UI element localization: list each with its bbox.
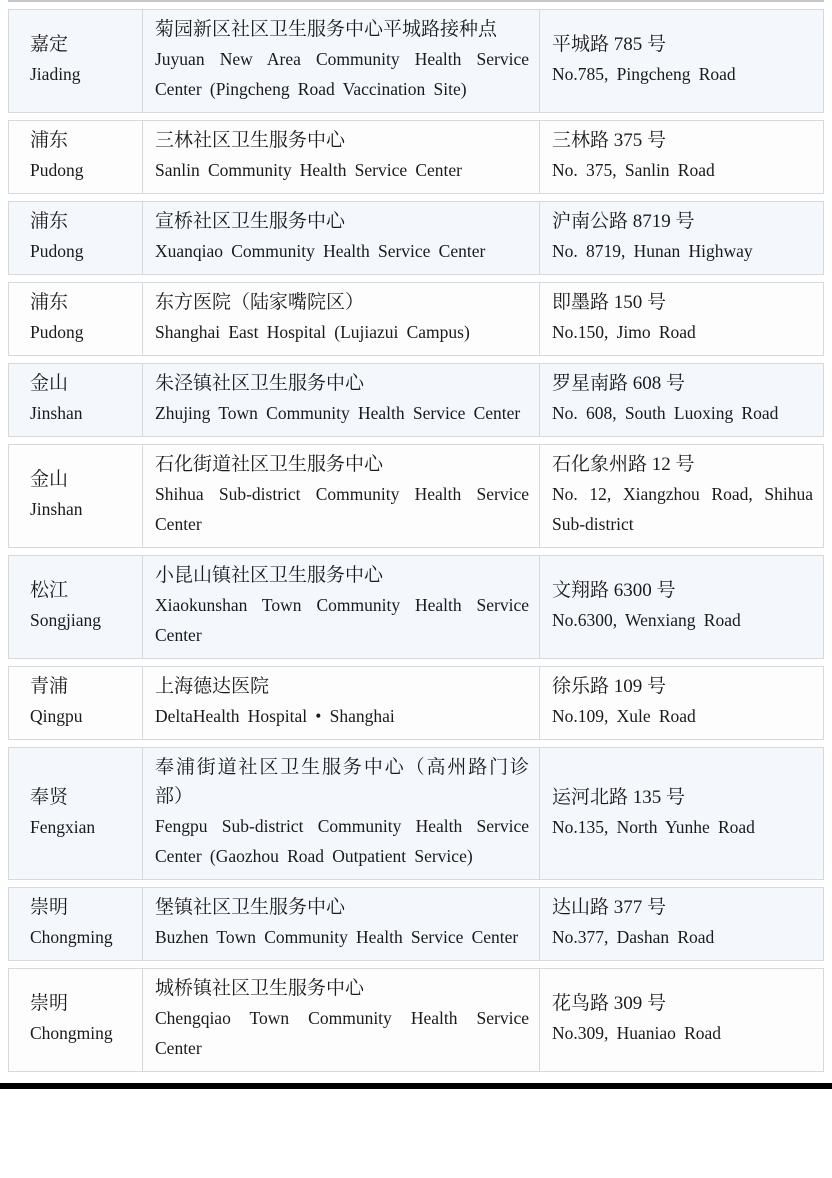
address-en: No.309, Huaniao Road bbox=[552, 1023, 722, 1043]
district-cell bbox=[8, 120, 143, 194]
site-name-en: Sanlin Community Health Service Center bbox=[155, 160, 463, 180]
table-row bbox=[8, 444, 824, 548]
table-row bbox=[8, 363, 824, 437]
district-cell bbox=[8, 747, 143, 880]
site-name-cell bbox=[143, 120, 540, 194]
address-cell bbox=[540, 555, 824, 659]
table-row bbox=[8, 887, 824, 961]
site-name-cell bbox=[143, 968, 540, 1072]
site-name-zh: 东方医院（陆家嘴院区） bbox=[155, 292, 365, 313]
table-row bbox=[8, 666, 824, 740]
district-name-en: Jiading bbox=[30, 64, 81, 84]
site-name-cell bbox=[143, 444, 540, 548]
district-name-zh: 崇明 bbox=[30, 993, 69, 1014]
bottom-black-divider-bar bbox=[0, 1083, 832, 1089]
district-name-zh: 嘉定 bbox=[30, 34, 69, 55]
site-name-en: Zhujing Town Community Health Service Center bbox=[155, 403, 521, 423]
site-name-en: Shanghai East Hospital (Lujiazui Campus) bbox=[155, 322, 470, 342]
district-name-en: Chongming bbox=[30, 1023, 113, 1043]
table-row bbox=[8, 747, 824, 880]
district-cell bbox=[8, 666, 143, 740]
site-name-zh: 石化街道社区卫生服务中心 bbox=[155, 454, 384, 475]
site-name-cell bbox=[143, 201, 540, 275]
site-name-en: Buzhen Town Community Health Service Center bbox=[155, 927, 519, 947]
site-name-cell bbox=[143, 9, 540, 113]
district-name-en: Songjiang bbox=[30, 610, 101, 630]
site-name-zh: 三林社区卫生服务中心 bbox=[155, 130, 346, 151]
address-zh: 三林路 375 号 bbox=[552, 130, 667, 151]
address-en: No. 375, Sanlin Road bbox=[552, 160, 715, 180]
address-cell bbox=[540, 747, 824, 880]
address-zh: 即墨路 150 号 bbox=[552, 292, 667, 313]
district-cell bbox=[8, 968, 143, 1072]
district-name-en: Pudong bbox=[30, 160, 84, 180]
site-name-zh: 堡镇社区卫生服务中心 bbox=[155, 897, 346, 918]
district-cell bbox=[8, 9, 143, 113]
address-zh: 达山路 377 号 bbox=[552, 897, 667, 918]
district-name-zh: 浦东 bbox=[30, 211, 69, 232]
site-name-en: Juyuan New Area Community Health Service Center (Pingcheng Road Vaccination Site) bbox=[155, 49, 529, 99]
site-name-zh: 朱泾镇社区卫生服务中心 bbox=[155, 373, 365, 394]
site-name-zh: 上海德达医院 bbox=[155, 676, 270, 697]
address-cell bbox=[540, 968, 824, 1072]
table-row bbox=[8, 120, 824, 194]
site-name-zh: 奉浦街道社区卫生服务中心（高州路门诊部） bbox=[155, 757, 529, 807]
address-en: No. 8719, Hunan Highway bbox=[552, 241, 753, 261]
site-name-zh: 小昆山镇社区卫生服务中心 bbox=[155, 565, 384, 586]
table-row bbox=[8, 201, 824, 275]
table-row bbox=[8, 555, 824, 659]
district-name-en: Jinshan bbox=[30, 403, 83, 423]
district-name-zh: 金山 bbox=[30, 469, 69, 490]
site-name-zh: 城桥镇社区卫生服务中心 bbox=[155, 978, 365, 999]
district-name-en: Chongming bbox=[30, 927, 113, 947]
district-cell bbox=[8, 282, 143, 356]
site-name-cell bbox=[143, 555, 540, 659]
address-zh: 文翔路 6300 号 bbox=[552, 580, 676, 601]
district-name-en: Qingpu bbox=[30, 706, 83, 726]
address-cell bbox=[540, 9, 824, 113]
address-en: No.109, Xule Road bbox=[552, 706, 696, 726]
site-name-zh: 菊园新区社区卫生服务中心平城路接种点 bbox=[155, 19, 498, 40]
site-name-en: Fengpu Sub-district Community Health Service Center (Gaozhou Road Outpatient Service) bbox=[155, 816, 529, 866]
address-en: No.6300, Wenxiang Road bbox=[552, 610, 741, 630]
address-zh: 沪南公路 8719 号 bbox=[552, 211, 695, 232]
address-en: No.150, Jimo Road bbox=[552, 322, 696, 342]
site-name-en: Xuanqiao Community Health Service Center bbox=[155, 241, 486, 261]
site-name-cell bbox=[143, 282, 540, 356]
address-cell bbox=[540, 363, 824, 437]
address-cell bbox=[540, 282, 824, 356]
address-cell bbox=[540, 120, 824, 194]
district-name-en: Pudong bbox=[30, 322, 84, 342]
table-row bbox=[8, 9, 824, 113]
site-name-cell bbox=[143, 363, 540, 437]
district-name-zh: 松江 bbox=[30, 580, 69, 601]
district-cell bbox=[8, 444, 143, 548]
site-name-en: Shihua Sub-district Community Health Service Center bbox=[155, 484, 529, 534]
district-name-zh: 浦东 bbox=[30, 130, 69, 151]
district-cell bbox=[8, 363, 143, 437]
address-en: No.785, Pingcheng Road bbox=[552, 64, 736, 84]
site-name-cell bbox=[143, 887, 540, 961]
site-name-en: Xiaokunshan Town Community Health Service Center bbox=[155, 595, 529, 645]
table-row bbox=[8, 282, 824, 356]
address-zh: 徐乐路 109 号 bbox=[552, 676, 667, 697]
district-cell bbox=[8, 555, 143, 659]
address-zh: 运河北路 135 号 bbox=[552, 786, 686, 808]
site-name-en: Chengqiao Town Community Health Service Center bbox=[155, 1008, 529, 1058]
district-name-en: Pudong bbox=[30, 241, 84, 261]
address-en: No.377, Dashan Road bbox=[552, 927, 715, 947]
district-name-zh: 金山 bbox=[30, 373, 69, 394]
district-name-en: Jinshan bbox=[30, 499, 83, 519]
district-name-zh: 崇明 bbox=[30, 897, 69, 918]
district-name-zh: 奉贤 bbox=[30, 786, 69, 808]
district-name-zh: 青浦 bbox=[30, 676, 69, 697]
address-en: No. 608, South Luoxing Road bbox=[552, 403, 779, 423]
address-zh: 花鸟路 309 号 bbox=[552, 993, 667, 1014]
vaccination-sites-table bbox=[8, 2, 824, 1079]
address-cell bbox=[540, 666, 824, 740]
site-name-cell bbox=[143, 747, 540, 880]
address-en: No. 12, Xiangzhou Road, Shihua Sub-district bbox=[552, 484, 813, 534]
address-zh: 罗星南路 608 号 bbox=[552, 373, 686, 394]
district-cell bbox=[8, 201, 143, 275]
address-en: No.135, North Yunhe Road bbox=[552, 816, 755, 837]
site-name-en: DeltaHealth Hospital • Shanghai bbox=[155, 706, 395, 726]
address-cell bbox=[540, 887, 824, 961]
district-name-zh: 浦东 bbox=[30, 292, 69, 313]
site-name-cell bbox=[143, 666, 540, 740]
district-name-en: Fengxian bbox=[30, 816, 96, 837]
address-cell bbox=[540, 444, 824, 548]
district-cell bbox=[8, 887, 143, 961]
table-row bbox=[8, 968, 824, 1072]
site-name-zh: 宣桥社区卫生服务中心 bbox=[155, 211, 346, 232]
address-cell bbox=[540, 201, 824, 275]
address-zh: 石化象州路 12 号 bbox=[552, 454, 695, 475]
address-zh: 平城路 785 号 bbox=[552, 34, 667, 55]
